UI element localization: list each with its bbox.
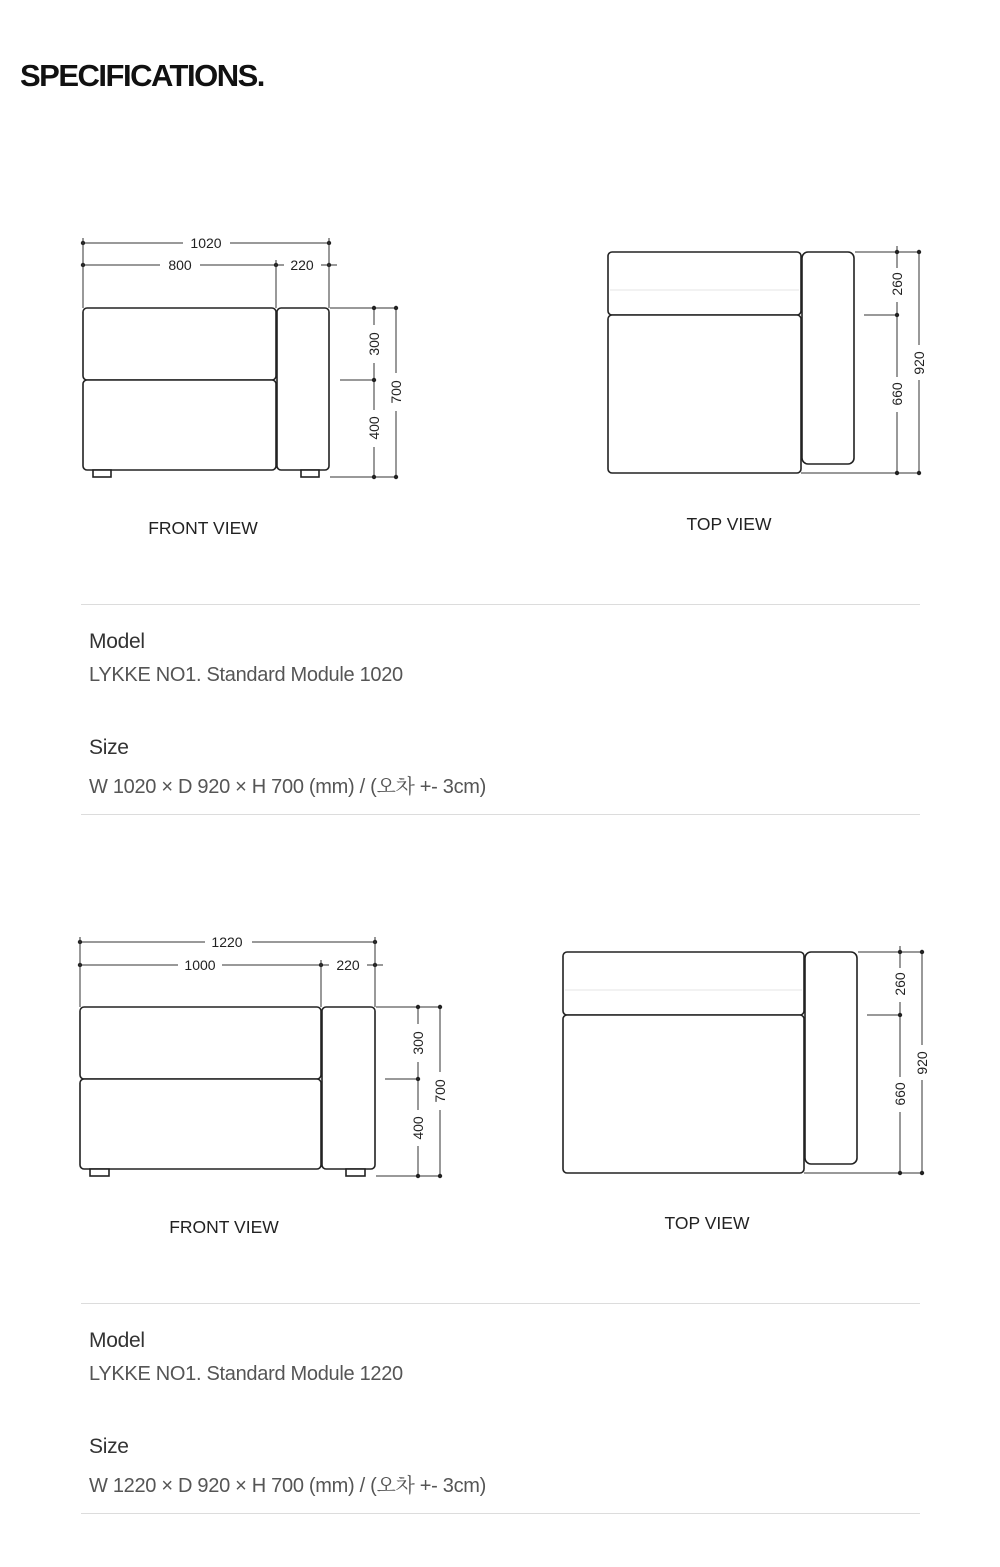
page-title: SPECIFICATIONS. bbox=[20, 58, 264, 93]
dim-back-height: 300 bbox=[410, 1031, 426, 1055]
dim-overall-width: 1020 bbox=[190, 235, 222, 251]
dim-total-height: 700 bbox=[432, 1079, 448, 1103]
dim-seat-depth: 660 bbox=[892, 1082, 908, 1106]
model-value: LYKKE NO1. Standard Module 1220 bbox=[89, 1363, 403, 1385]
dim-tip bbox=[898, 1013, 902, 1017]
size-label: Size bbox=[89, 736, 129, 759]
size-value: W 1020 × D 920 × H 700 (mm) / (오차 +- 3cm) bbox=[89, 776, 487, 798]
dim-back-depth: 260 bbox=[892, 972, 908, 996]
dim-tip bbox=[416, 1174, 420, 1178]
module-1-drawing bbox=[0, 230, 1000, 550]
dim-tip bbox=[372, 475, 376, 479]
dim-tip bbox=[416, 1077, 420, 1081]
divider bbox=[81, 1303, 920, 1304]
model-label: Model bbox=[89, 1329, 145, 1352]
sofa-leg bbox=[346, 1169, 365, 1176]
backrest-top bbox=[608, 252, 801, 315]
dim-back-depth: 260 bbox=[889, 272, 905, 296]
dim-tip bbox=[920, 1171, 924, 1175]
sofa-leg bbox=[90, 1169, 109, 1176]
sofa-leg bbox=[301, 470, 319, 477]
module-2-model bbox=[89, 1329, 403, 1386]
dim-total-height: 700 bbox=[388, 380, 404, 404]
dim-tip bbox=[372, 306, 376, 310]
dim-seat-width: 800 bbox=[168, 257, 192, 273]
module-2-drawing bbox=[0, 930, 1000, 1250]
sofa-leg bbox=[93, 470, 111, 477]
dim-tip bbox=[394, 475, 398, 479]
dim-seat-depth: 660 bbox=[889, 382, 905, 406]
module-2-front-view bbox=[78, 934, 448, 1237]
module-1-front-view bbox=[81, 235, 404, 538]
size-value: W 1220 × D 920 × H 700 (mm) / (오차 +- 3cm) bbox=[89, 1475, 487, 1497]
model-value: LYKKE NO1. Standard Module 1020 bbox=[89, 664, 403, 686]
armrest bbox=[322, 1007, 375, 1169]
module-1-drawing-svg bbox=[0, 230, 1000, 550]
dim-tip bbox=[416, 1005, 420, 1009]
armrest bbox=[277, 308, 329, 470]
module-2-drawing-svg bbox=[0, 930, 1000, 1250]
model-label: Model bbox=[89, 630, 145, 653]
dim-tip bbox=[438, 1005, 442, 1009]
divider bbox=[81, 604, 920, 605]
divider bbox=[81, 814, 920, 815]
dim-seat-height: 400 bbox=[366, 416, 382, 440]
dim-seat-height: 400 bbox=[410, 1116, 426, 1140]
module-1-top-view bbox=[608, 246, 927, 534]
top-view-label: TOP VIEW bbox=[664, 1213, 750, 1233]
backrest-cushion bbox=[80, 1007, 321, 1079]
dim-tip bbox=[895, 250, 899, 254]
seat-top bbox=[563, 1015, 804, 1173]
seat-cushion bbox=[83, 380, 276, 470]
dim-tip bbox=[394, 306, 398, 310]
backrest-top bbox=[563, 952, 804, 1015]
module-2-size bbox=[89, 1435, 486, 1498]
armrest-top bbox=[805, 952, 857, 1164]
module-1-size bbox=[89, 736, 486, 799]
backrest-cushion bbox=[83, 308, 276, 380]
divider bbox=[81, 1513, 920, 1514]
dim-tip bbox=[917, 471, 921, 475]
dim-tip bbox=[895, 313, 899, 317]
dim-tip bbox=[898, 1171, 902, 1175]
dim-tip bbox=[917, 250, 921, 254]
dim-tip bbox=[372, 378, 376, 382]
seat-cushion bbox=[80, 1079, 321, 1169]
dim-arm-width: 220 bbox=[290, 257, 314, 273]
top-view-label: TOP VIEW bbox=[686, 514, 772, 534]
dim-tip bbox=[920, 950, 924, 954]
dim-total-depth: 920 bbox=[911, 351, 927, 375]
dim-tip bbox=[895, 471, 899, 475]
dim-back-height: 300 bbox=[366, 332, 382, 356]
dim-total-depth: 920 bbox=[914, 1051, 930, 1075]
armrest-top bbox=[802, 252, 854, 464]
seat-top bbox=[608, 315, 801, 473]
dim-seat-width: 1000 bbox=[184, 957, 216, 973]
dim-tip bbox=[898, 950, 902, 954]
size-label: Size bbox=[89, 1435, 129, 1458]
dim-arm-width: 220 bbox=[336, 957, 360, 973]
module-2-top-view bbox=[563, 946, 930, 1233]
front-view-label: FRONT VIEW bbox=[148, 518, 258, 538]
module-1-model bbox=[89, 630, 403, 687]
front-view-label: FRONT VIEW bbox=[169, 1217, 279, 1237]
dim-overall-width: 1220 bbox=[211, 934, 243, 950]
dim-tip bbox=[438, 1174, 442, 1178]
